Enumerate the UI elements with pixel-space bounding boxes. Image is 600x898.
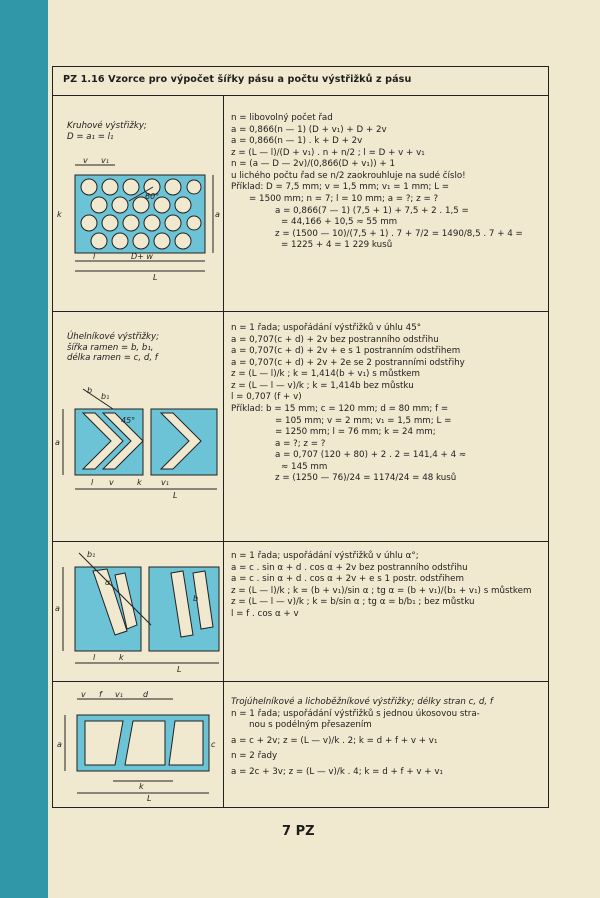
svg-text:k: k xyxy=(137,478,142,487)
svg-text:c: c xyxy=(211,740,216,749)
svg-text:a: a xyxy=(215,210,220,219)
section-2-label: Úhelníkové výstřižky; šířka ramen = b, b₁, délka ramen = c, d, f xyxy=(67,332,159,364)
svg-text:b: b xyxy=(87,386,93,395)
svg-text:k: k xyxy=(57,210,62,219)
divider xyxy=(53,541,548,542)
section-1-formulas: n = libovolný počet řad a = 0,866(n — 1) (D + v₁) + D + 2v a = 0,866(n — 1) . k + D + 2v z = (L — l)/(D + v₁) . n + n/2 ; l = D + v + v₁ n = (a — D — 2v)/(0,866(D + v₁)) + 1 u lichého počtu řad se n/2 zaokrouhluje na sudé číslo! Příklad: D = 7,5 mm; v = 1,5 mm; v₁ = 1 mm; L = = 1500 mm; n = 7; l = 10 mm; a = ?; z = ? a = 0,866(7 — 1) (7,5 + 1) + 7,5 + 2 . 1,5 = = 44,166 + 10,5 ≈ 55 mm z = (1500 — 10)/(7,5 + 1) . 7 + 7/2 = 1490/8,5 . 7 + 4 = = 1225 + 4 = 1 229 kusů xyxy=(231,113,523,251)
svg-text:l: l xyxy=(93,653,96,662)
svg-text:l: l xyxy=(91,478,94,487)
svg-text:L: L xyxy=(177,665,182,674)
section-3-formulas: n = 1 řada; uspořádání výstřižků v úhlu α°; a = c . sin α + d . cos α + 2v bez postranního odstřihu a = c . sin α + d . cos α + 2v + e s 1 postr. odstřihem z = (L — l)/k ; k = (b + v₁)/sin α ; tg α = (b + v₁)/(b₁ + v₁) s můstkem z = (L — l — v)/k ; k = b/sin α ; tg α = b/b₁ ; bez můstku l = f . cos α + v xyxy=(231,551,532,619)
section-4-formulas: Trojúhelníkové a lichoběžníkové výstřižky; délky stran c, d, f n = 1 řada; uspořádání výstřižků s jednou úkosovou stra- nou s podélným přesazením a = c + 2v; z = (L — v)/k . 2; k = d + f + v + v₁ n = 2 řady a = 2c + 3v; z = (L — v)/k . 4; k = d + f + v + v₁ xyxy=(231,697,493,777)
svg-text:L: L xyxy=(147,794,152,803)
svg-text:L: L xyxy=(153,273,158,282)
formula-table xyxy=(52,66,549,808)
angle-blanks-figure xyxy=(53,379,223,499)
page-number: 7 PZ xyxy=(282,824,315,839)
svg-text:a: a xyxy=(57,740,62,749)
section-1-label: Kruhové výstřižky; D = a₁ = l₁ xyxy=(67,121,147,142)
svg-text:f: f xyxy=(99,690,102,699)
svg-text:α: α xyxy=(105,578,111,587)
svg-text:v: v xyxy=(81,690,86,699)
svg-text:b₁: b₁ xyxy=(87,550,96,559)
angled-blanks-figure xyxy=(53,545,223,675)
svg-text:45°: 45° xyxy=(121,416,136,425)
trapezoid-blanks-figure xyxy=(53,685,223,803)
svg-text:l: l xyxy=(93,252,96,261)
table-title: PZ 1.16 Vzorce pro výpočet šířky pásu a počtu výstřižků z pásu xyxy=(63,74,412,85)
svg-text:d: d xyxy=(143,690,149,699)
divider xyxy=(53,95,548,96)
svg-text:L: L xyxy=(173,491,178,499)
circular-blanks-figure xyxy=(53,155,223,283)
column-divider xyxy=(223,95,224,807)
svg-text:k: k xyxy=(119,653,124,662)
svg-text:v₁: v₁ xyxy=(101,156,109,165)
svg-text:D+ w: D+ w xyxy=(131,252,153,261)
divider xyxy=(53,681,548,682)
svg-text:b: b xyxy=(193,594,199,603)
svg-text:a: a xyxy=(55,604,60,613)
svg-text:v₁: v₁ xyxy=(115,690,123,699)
svg-text:b₁: b₁ xyxy=(101,392,110,401)
svg-text:60°: 60° xyxy=(145,192,160,201)
svg-text:a: a xyxy=(55,438,60,447)
section-2-formulas: n = 1 řada; uspořádání výstřižků v úhlu 45° a = 0,707(c + d) + 2v bez postranního odstřihu a = 0,707(c + d) + 2v + e s 1 postranním odstřihem a = 0,707(c + d) + 2v + 2e se 2 postranními odstřihy z = (L — l)/k ; k = 1,414(b + v₁) s můstkem z = (L — l — v)/k ; k = 1,414b bez můstku l = 0,707 (f + v) Příklad: b = 15 mm; c = 120 mm; d = 80 mm; f = = 105 mm; v = 2 mm; v₁ = 1,5 mm; L = = 1250 mm; l = 76 mm; k = 24 mm; a = ?; z = ? a = 0,707 (120 + 80) + 2 . 2 = 141,4 + 4 ≈ ≈ 145 mm z = (1250 — 76)/24 = 1174/24 = 48 kusů xyxy=(231,323,467,484)
svg-text:v: v xyxy=(83,156,88,165)
teal-spine xyxy=(0,0,48,898)
svg-text:v₁: v₁ xyxy=(161,478,169,487)
svg-text:v: v xyxy=(109,478,114,487)
svg-text:k: k xyxy=(139,782,144,791)
divider xyxy=(53,311,548,312)
